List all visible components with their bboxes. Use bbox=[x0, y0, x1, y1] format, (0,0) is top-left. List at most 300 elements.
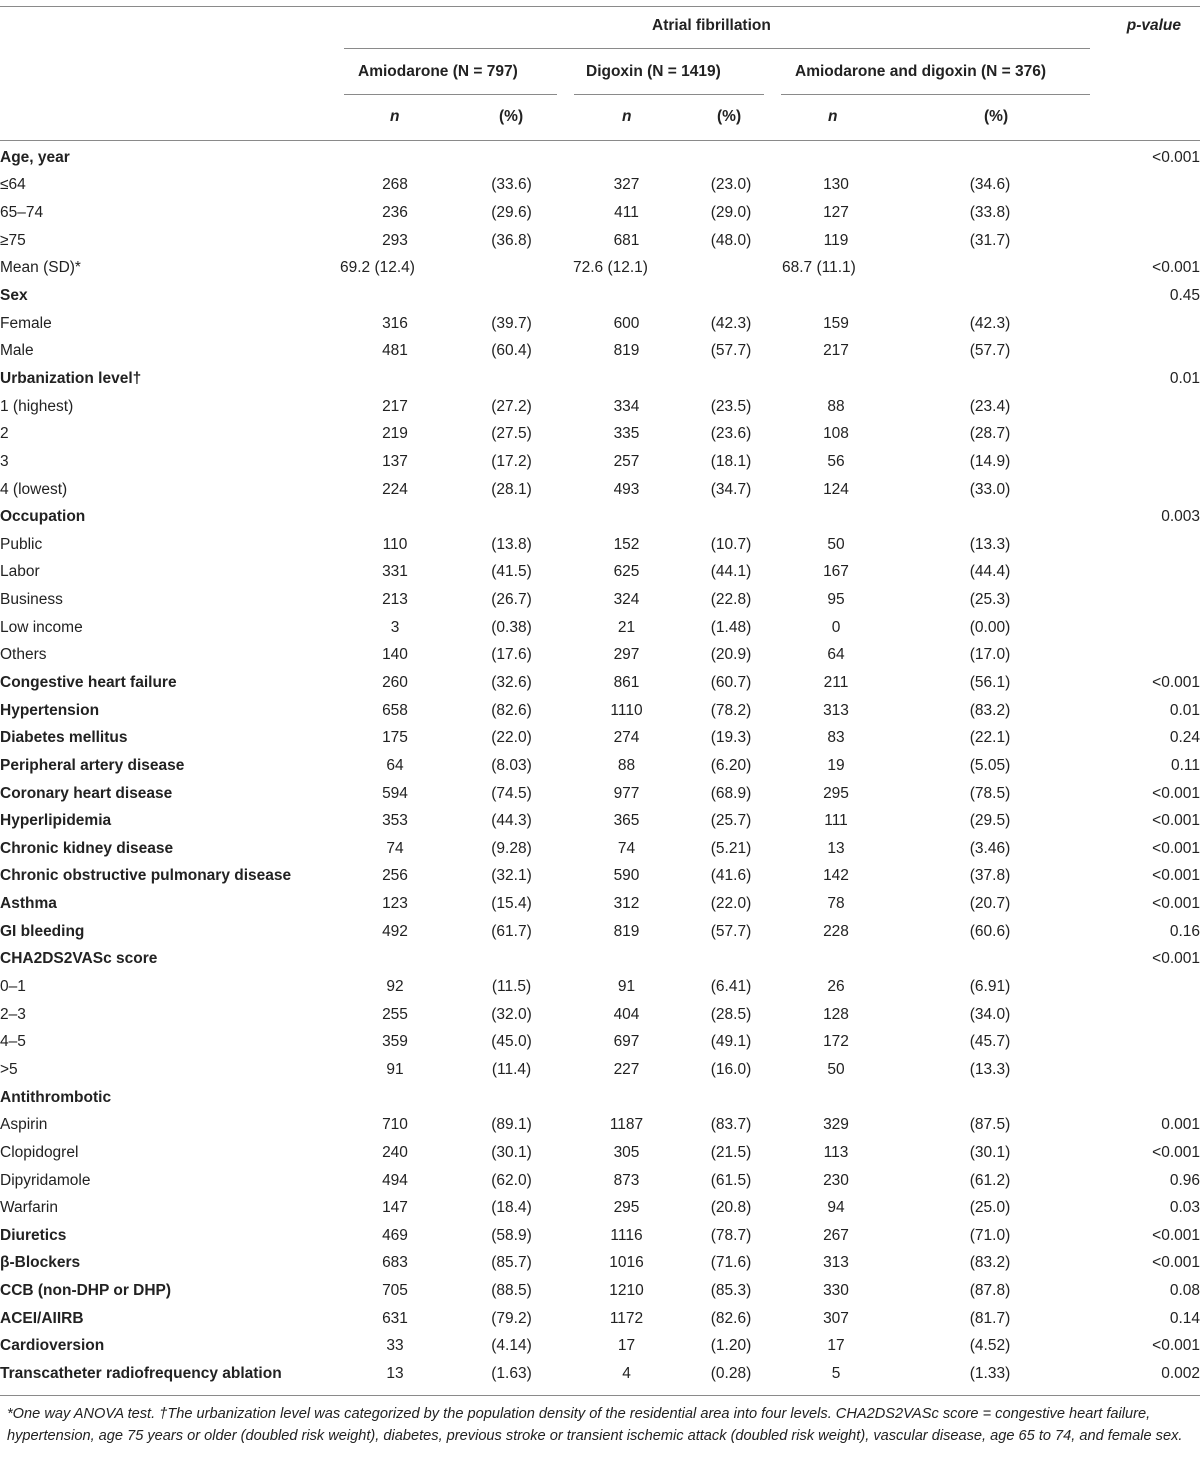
top-rule bbox=[0, 6, 1200, 7]
amio-n: 331 bbox=[382, 563, 408, 581]
both-pct bbox=[890, 1084, 1090, 1112]
row-label: Female bbox=[0, 314, 52, 332]
amio-pct bbox=[450, 365, 573, 393]
both-n: 19 bbox=[827, 756, 845, 774]
both-n: 130 bbox=[823, 176, 849, 194]
both-pct: (4.52) bbox=[969, 1337, 1011, 1355]
amio-n: 175 bbox=[382, 729, 408, 747]
row-label: Chronic obstructive pulmonary disease bbox=[0, 867, 292, 885]
amio-n: 255 bbox=[382, 1005, 408, 1023]
amio-n: 240 bbox=[382, 1143, 408, 1161]
both-pct: (81.7) bbox=[969, 1309, 1011, 1327]
row-label: 1 (highest) bbox=[0, 397, 74, 415]
row-label: Male bbox=[0, 342, 34, 360]
row-label: 4–5 bbox=[0, 1033, 26, 1051]
amio-n: 594 bbox=[382, 784, 408, 802]
row-label: Transcatheter radiofrequency ablation bbox=[0, 1365, 282, 1382]
row-label: Warfarin bbox=[0, 1199, 58, 1217]
amio-pct: (29.6) bbox=[491, 204, 532, 222]
amio-n: 236 bbox=[382, 204, 408, 222]
both-pct bbox=[890, 282, 1090, 310]
amio-pct: (30.1) bbox=[491, 1143, 532, 1161]
both-pct: (83.2) bbox=[969, 1254, 1011, 1272]
p-value bbox=[1090, 310, 1200, 338]
both-pct bbox=[890, 144, 1090, 172]
dig-pct: (29.0) bbox=[710, 204, 752, 222]
dig-pct: (1.48) bbox=[710, 618, 752, 636]
dig-pct: (41.6) bbox=[710, 867, 752, 885]
table-row bbox=[0, 337, 1200, 365]
amio-n: 110 bbox=[382, 535, 408, 553]
p-value: 0.03 bbox=[1169, 1199, 1200, 1217]
dig-n: 91 bbox=[617, 978, 636, 996]
table-row bbox=[0, 420, 1200, 448]
both-n: 13 bbox=[827, 839, 845, 857]
p-value bbox=[1090, 448, 1200, 476]
amio-pct: (60.4) bbox=[491, 342, 532, 360]
dig-pct: (60.7) bbox=[710, 673, 752, 691]
amio-n: 705 bbox=[382, 1282, 408, 1300]
row-label: Hypertension bbox=[0, 701, 100, 719]
both-pct: (31.7) bbox=[969, 231, 1011, 249]
amio-n: 137 bbox=[382, 452, 408, 470]
p-value: <0.001 bbox=[1152, 1226, 1200, 1244]
amio-pct: (17.6) bbox=[491, 646, 532, 664]
dig-pct: (82.6) bbox=[710, 1309, 752, 1327]
both-n: 295 bbox=[823, 784, 849, 802]
pct-header-amio: (%) bbox=[499, 108, 524, 125]
dig-n bbox=[573, 365, 680, 393]
both-n: 230 bbox=[823, 1171, 849, 1189]
both-pct: (13.3) bbox=[969, 1060, 1011, 1078]
dig-n: 411 bbox=[614, 204, 639, 222]
table-row bbox=[0, 1360, 1200, 1388]
dig-pct bbox=[680, 503, 782, 531]
p-value: <0.001 bbox=[1152, 895, 1200, 913]
n-header-amio: n bbox=[390, 108, 400, 125]
both-n: 50 bbox=[827, 535, 845, 553]
both-n: 111 bbox=[824, 812, 848, 830]
amio-n bbox=[340, 1084, 450, 1112]
amio-pct: (32.0) bbox=[491, 1005, 532, 1023]
table-row bbox=[0, 503, 1200, 531]
amio-n: 353 bbox=[382, 812, 408, 830]
amio-n: 74 bbox=[386, 839, 404, 857]
row-label: Public bbox=[0, 535, 43, 553]
amio-n: 683 bbox=[382, 1254, 408, 1272]
col-both-header: Amiodarone and digoxin (N = 376) bbox=[795, 63, 1047, 80]
amio-n: 316 bbox=[382, 314, 408, 332]
row-label: Age, year bbox=[0, 148, 70, 166]
row-label: Cardioversion bbox=[0, 1337, 105, 1355]
dig-n: 873 bbox=[613, 1171, 640, 1189]
both-pct: (33.0) bbox=[969, 480, 1011, 498]
row-label: ≥75 bbox=[0, 231, 26, 249]
amio-pct: (11.5) bbox=[491, 978, 532, 996]
amio-pct: (15.4) bbox=[491, 895, 532, 913]
dig-pct: (57.7) bbox=[710, 342, 752, 360]
row-label: β-Blockers bbox=[0, 1254, 81, 1272]
both-n bbox=[782, 365, 890, 393]
p-value: 0.24 bbox=[1169, 729, 1200, 747]
dig-n: 4 bbox=[622, 1365, 631, 1382]
amio-n: 224 bbox=[382, 480, 408, 498]
both-n: 127 bbox=[823, 204, 849, 222]
dig-pct: (23.0) bbox=[710, 176, 752, 194]
p-value bbox=[1090, 172, 1200, 200]
both-n: 228 bbox=[823, 922, 849, 940]
both-pct bbox=[890, 255, 1090, 283]
both-pct: (87.8) bbox=[969, 1282, 1011, 1300]
both-n: 211 bbox=[823, 673, 849, 691]
group-header: Atrial fibrillation bbox=[652, 17, 771, 34]
amio-pct: (18.4) bbox=[491, 1199, 532, 1217]
p-value: <0.001 bbox=[1152, 1337, 1200, 1355]
amio-pct bbox=[450, 144, 573, 172]
row-label: Chronic kidney disease bbox=[0, 839, 174, 857]
both-pct bbox=[890, 503, 1090, 531]
dig-n bbox=[573, 144, 680, 172]
dig-pct: (85.3) bbox=[710, 1282, 752, 1300]
dig-pct: (16.0) bbox=[710, 1060, 752, 1078]
p-value: <0.001 bbox=[1152, 839, 1200, 857]
row-label: 3 bbox=[0, 452, 9, 470]
footnote: *One way ANOVA test. †The urbanization level was categorized by the population density of the residential area into four levels. CHA2DS2VASc score = congestive heart failure, hypertension, age 75 years or older (doubled risk weight), diabetes, previous stroke or transient ischemic attack (doubled risk weight), vascular disease, age 65 to 74, and female sex. bbox=[7, 1406, 1183, 1444]
p-value bbox=[1090, 642, 1200, 670]
table-row bbox=[0, 863, 1200, 891]
table-row bbox=[0, 144, 1200, 172]
amio-pct: (28.1) bbox=[491, 480, 532, 498]
p-value: 0.001 bbox=[1161, 1116, 1200, 1134]
amio-pct: (17.2) bbox=[491, 452, 532, 470]
row-label: Sex bbox=[0, 287, 28, 305]
both-pct: (34.0) bbox=[969, 1005, 1011, 1023]
table-row bbox=[0, 255, 1200, 283]
bottom-rule bbox=[0, 1395, 1200, 1396]
amio-pct: (32.1) bbox=[491, 867, 532, 885]
row-label: 0–1 bbox=[0, 978, 26, 996]
row-label: Mean (SD)* bbox=[0, 259, 81, 277]
table-row bbox=[0, 393, 1200, 421]
dig-pct: (44.1) bbox=[710, 563, 752, 581]
dig-n: 1210 bbox=[609, 1282, 644, 1300]
header-rule bbox=[0, 140, 1200, 141]
p-value: 0.14 bbox=[1169, 1309, 1200, 1327]
amio-pct bbox=[450, 282, 573, 310]
amio-pct: (32.6) bbox=[491, 673, 532, 691]
both-pct: (25.3) bbox=[969, 591, 1011, 609]
table-row bbox=[0, 448, 1200, 476]
row-label: Congestive heart failure bbox=[0, 673, 177, 691]
both-n: 5 bbox=[831, 1365, 841, 1382]
dig-n: 1187 bbox=[609, 1116, 644, 1134]
table-row bbox=[0, 780, 1200, 808]
amio-pct: (45.0) bbox=[491, 1033, 532, 1051]
amio-pct: (89.1) bbox=[491, 1116, 532, 1134]
dig-n: 590 bbox=[613, 867, 640, 885]
table-row bbox=[0, 1111, 1200, 1139]
amio-pct: (74.5) bbox=[491, 784, 532, 802]
both-n: 329 bbox=[823, 1116, 849, 1134]
amio-n: 3 bbox=[390, 618, 400, 636]
both-n: 78 bbox=[827, 895, 845, 913]
both-pct: (5.05) bbox=[969, 756, 1011, 774]
p-value: <0.001 bbox=[1152, 259, 1200, 277]
table-row bbox=[0, 1250, 1200, 1278]
amio-pct: (11.4) bbox=[491, 1060, 532, 1078]
table-row bbox=[0, 282, 1200, 310]
pvalue-header: p-value bbox=[1126, 17, 1181, 34]
dig-n: 681 bbox=[613, 231, 640, 249]
row-label: GI bleeding bbox=[0, 922, 85, 940]
dig-n: 21 bbox=[617, 618, 636, 636]
amio-pct: (27.2) bbox=[491, 397, 532, 415]
amio-pct: (13.8) bbox=[491, 535, 532, 553]
row-label: ≤64 bbox=[0, 176, 26, 194]
amio-n: 64 bbox=[386, 756, 404, 774]
p-value: <0.001 bbox=[1152, 812, 1200, 830]
dig-pct: (61.5) bbox=[710, 1171, 752, 1189]
amio-n: 217 bbox=[382, 397, 408, 415]
group-rule bbox=[344, 48, 1090, 49]
amio-n: 710 bbox=[382, 1116, 408, 1134]
dig-pct: (57.7) bbox=[710, 922, 752, 940]
n-header-both: n bbox=[828, 108, 838, 125]
dig-pct: (18.1) bbox=[710, 452, 752, 470]
dig-n bbox=[573, 503, 680, 531]
table-row bbox=[0, 1194, 1200, 1222]
amio-n: 123 bbox=[382, 895, 408, 913]
row-label: CCB (non-DHP or DHP) bbox=[0, 1282, 172, 1300]
both-n bbox=[782, 946, 890, 974]
both-pct: (61.2) bbox=[969, 1171, 1011, 1189]
amio-pct: (82.6) bbox=[491, 701, 532, 719]
amio-pct bbox=[450, 946, 573, 974]
both-pct: (37.8) bbox=[969, 867, 1011, 885]
p-value: 0.003 bbox=[1161, 508, 1200, 526]
row-label: 4 (lowest) bbox=[0, 480, 68, 498]
both-n: 217 bbox=[823, 342, 849, 360]
dig-pct bbox=[680, 946, 782, 974]
p-value bbox=[1090, 1084, 1200, 1112]
amio-pct: (41.5) bbox=[491, 563, 532, 581]
dig-n: 1016 bbox=[609, 1254, 644, 1272]
amio-n bbox=[340, 365, 450, 393]
amio-n: 481 bbox=[382, 342, 408, 360]
amio-pct: (39.7) bbox=[491, 314, 532, 332]
dig-n: 295 bbox=[613, 1199, 640, 1217]
dig-n: 312 bbox=[613, 895, 640, 913]
dig-n: 227 bbox=[613, 1060, 640, 1078]
table-row bbox=[0, 531, 1200, 559]
data-table bbox=[0, 144, 1200, 1388]
both-n: 167 bbox=[823, 563, 849, 581]
dig-n: 152 bbox=[613, 535, 640, 553]
dig-n: 819 bbox=[613, 342, 640, 360]
dig-n: 257 bbox=[613, 452, 640, 470]
dig-n: 1116 bbox=[610, 1226, 643, 1244]
table-row bbox=[0, 559, 1200, 587]
both-n: 113 bbox=[823, 1143, 849, 1161]
both-n: 267 bbox=[823, 1226, 849, 1244]
dig-n: 697 bbox=[613, 1033, 640, 1051]
dig-pct: (78.7) bbox=[710, 1226, 752, 1244]
dig-pct: (48.0) bbox=[710, 231, 752, 249]
row-label: Aspirin bbox=[0, 1116, 48, 1134]
amio-n bbox=[340, 503, 450, 531]
amio-n: 494 bbox=[382, 1171, 408, 1189]
amio-pct: (79.2) bbox=[491, 1309, 532, 1327]
dig-n: 17 bbox=[617, 1337, 636, 1355]
row-label: Labor bbox=[0, 563, 40, 581]
amio-n: 293 bbox=[382, 231, 408, 249]
both-pct: (23.4) bbox=[969, 397, 1011, 415]
table-row bbox=[0, 172, 1200, 200]
table-row bbox=[0, 1084, 1200, 1112]
both-n: 95 bbox=[827, 591, 845, 609]
amio-pct: (1.63) bbox=[491, 1365, 532, 1382]
both-pct: (78.5) bbox=[969, 784, 1011, 802]
dig-n: 327 bbox=[613, 176, 640, 194]
both-pct: (57.7) bbox=[969, 342, 1011, 360]
dig-n: 1172 bbox=[609, 1309, 644, 1327]
dig-pct: (23.5) bbox=[710, 397, 752, 415]
table-row bbox=[0, 614, 1200, 642]
dig-pct: (0.28) bbox=[710, 1365, 752, 1382]
amio-mean: 69.2 (12.4) bbox=[340, 259, 415, 277]
both-n: 172 bbox=[823, 1033, 849, 1051]
p-value: 0.01 bbox=[1169, 369, 1200, 387]
both-n: 83 bbox=[827, 729, 845, 747]
amio-n: 33 bbox=[386, 1337, 404, 1355]
table-row bbox=[0, 586, 1200, 614]
both-pct: (44.4) bbox=[969, 563, 1011, 581]
p-value: 0.11 bbox=[1170, 756, 1200, 774]
both-n: 159 bbox=[823, 314, 849, 332]
both-n: 94 bbox=[827, 1199, 845, 1217]
dig-n: 334 bbox=[613, 397, 640, 415]
amio-pct bbox=[450, 1084, 573, 1112]
both-n: 128 bbox=[823, 1005, 849, 1023]
p-value: 0.16 bbox=[1169, 922, 1200, 940]
pct-header-both: (%) bbox=[984, 108, 1009, 125]
both-n: 330 bbox=[823, 1282, 849, 1300]
dig-pct: (21.5) bbox=[710, 1143, 752, 1161]
row-label: Diuretics bbox=[0, 1226, 67, 1244]
table-row bbox=[0, 946, 1200, 974]
amio-pct: (26.7) bbox=[491, 591, 532, 609]
both-pct: (14.9) bbox=[969, 452, 1011, 470]
p-value: 0.08 bbox=[1169, 1282, 1200, 1300]
both-pct: (20.7) bbox=[969, 895, 1011, 913]
amio-n: 268 bbox=[382, 176, 408, 194]
dig-pct bbox=[680, 144, 782, 172]
both-n: 64 bbox=[827, 646, 845, 664]
table-row bbox=[0, 752, 1200, 780]
both-n: 108 bbox=[823, 425, 849, 443]
both-n: 50 bbox=[827, 1060, 845, 1078]
amio-pct bbox=[450, 255, 573, 283]
p-value: 0.01 bbox=[1169, 701, 1200, 719]
amio-rule bbox=[344, 94, 557, 95]
dig-pct: (22.8) bbox=[710, 591, 752, 609]
both-pct: (33.8) bbox=[969, 204, 1011, 222]
table-row bbox=[0, 476, 1200, 504]
p-value bbox=[1090, 199, 1200, 227]
dig-pct: (23.6) bbox=[710, 425, 752, 443]
row-label: Occupation bbox=[0, 508, 86, 526]
p-value bbox=[1090, 973, 1200, 1001]
p-value bbox=[1090, 1056, 1200, 1084]
table-row bbox=[0, 697, 1200, 725]
dig-n: 977 bbox=[613, 784, 640, 802]
dig-n: 74 bbox=[617, 839, 636, 857]
table-row bbox=[0, 1222, 1200, 1250]
both-pct: (83.2) bbox=[969, 701, 1011, 719]
dig-n: 819 bbox=[613, 922, 640, 940]
both-pct: (34.6) bbox=[969, 176, 1011, 194]
p-value bbox=[1090, 227, 1200, 255]
dig-pct: (83.7) bbox=[710, 1116, 752, 1134]
table-row bbox=[0, 1139, 1200, 1167]
both-pct: (13.3) bbox=[969, 535, 1011, 553]
dig-pct: (10.7) bbox=[710, 535, 752, 553]
dig-n: 404 bbox=[613, 1005, 640, 1023]
amio-n: 13 bbox=[386, 1365, 404, 1382]
col-digoxin-header: Digoxin (N = 1419) bbox=[586, 63, 721, 80]
both-n: 124 bbox=[823, 480, 849, 498]
both-n: 17 bbox=[827, 1337, 845, 1355]
p-value: <0.001 bbox=[1152, 867, 1200, 885]
amio-n: 140 bbox=[382, 646, 408, 664]
p-value: <0.001 bbox=[1152, 950, 1200, 968]
dig-pct: (42.3) bbox=[710, 314, 752, 332]
row-label: Dipyridamole bbox=[0, 1171, 91, 1189]
amio-pct bbox=[450, 503, 573, 531]
dig-pct: (20.8) bbox=[710, 1199, 752, 1217]
amio-n: 92 bbox=[386, 978, 404, 996]
dig-pct: (68.9) bbox=[710, 784, 752, 802]
col-amiodarone-header: Amiodarone (N = 797) bbox=[358, 63, 518, 80]
dig-n: 88 bbox=[617, 756, 636, 774]
amio-n: 260 bbox=[382, 673, 408, 691]
dig-pct: (5.21) bbox=[710, 839, 752, 857]
dig-pct: (19.3) bbox=[710, 729, 752, 747]
table-row bbox=[0, 1167, 1200, 1195]
amio-pct: (0.38) bbox=[491, 618, 532, 636]
both-pct: (25.0) bbox=[969, 1199, 1011, 1217]
amio-pct: (88.5) bbox=[491, 1282, 532, 1300]
table-row bbox=[0, 724, 1200, 752]
p-value bbox=[1090, 586, 1200, 614]
both-n bbox=[782, 503, 890, 531]
p-value: <0.001 bbox=[1152, 148, 1200, 166]
table-row bbox=[0, 807, 1200, 835]
amio-pct: (8.03) bbox=[491, 756, 532, 774]
dig-pct: (49.1) bbox=[710, 1033, 752, 1051]
amio-pct: (58.9) bbox=[491, 1226, 532, 1244]
both-pct: (0.00) bbox=[969, 618, 1011, 636]
both-pct bbox=[890, 365, 1090, 393]
p-value bbox=[1090, 1001, 1200, 1029]
row-label: Others bbox=[0, 646, 47, 664]
row-label: >5 bbox=[0, 1060, 18, 1078]
amio-pct: (85.7) bbox=[491, 1254, 532, 1272]
both-n: 0 bbox=[831, 618, 841, 636]
row-label: Asthma bbox=[0, 895, 57, 913]
table-row bbox=[0, 1029, 1200, 1057]
amio-n: 91 bbox=[386, 1060, 404, 1078]
